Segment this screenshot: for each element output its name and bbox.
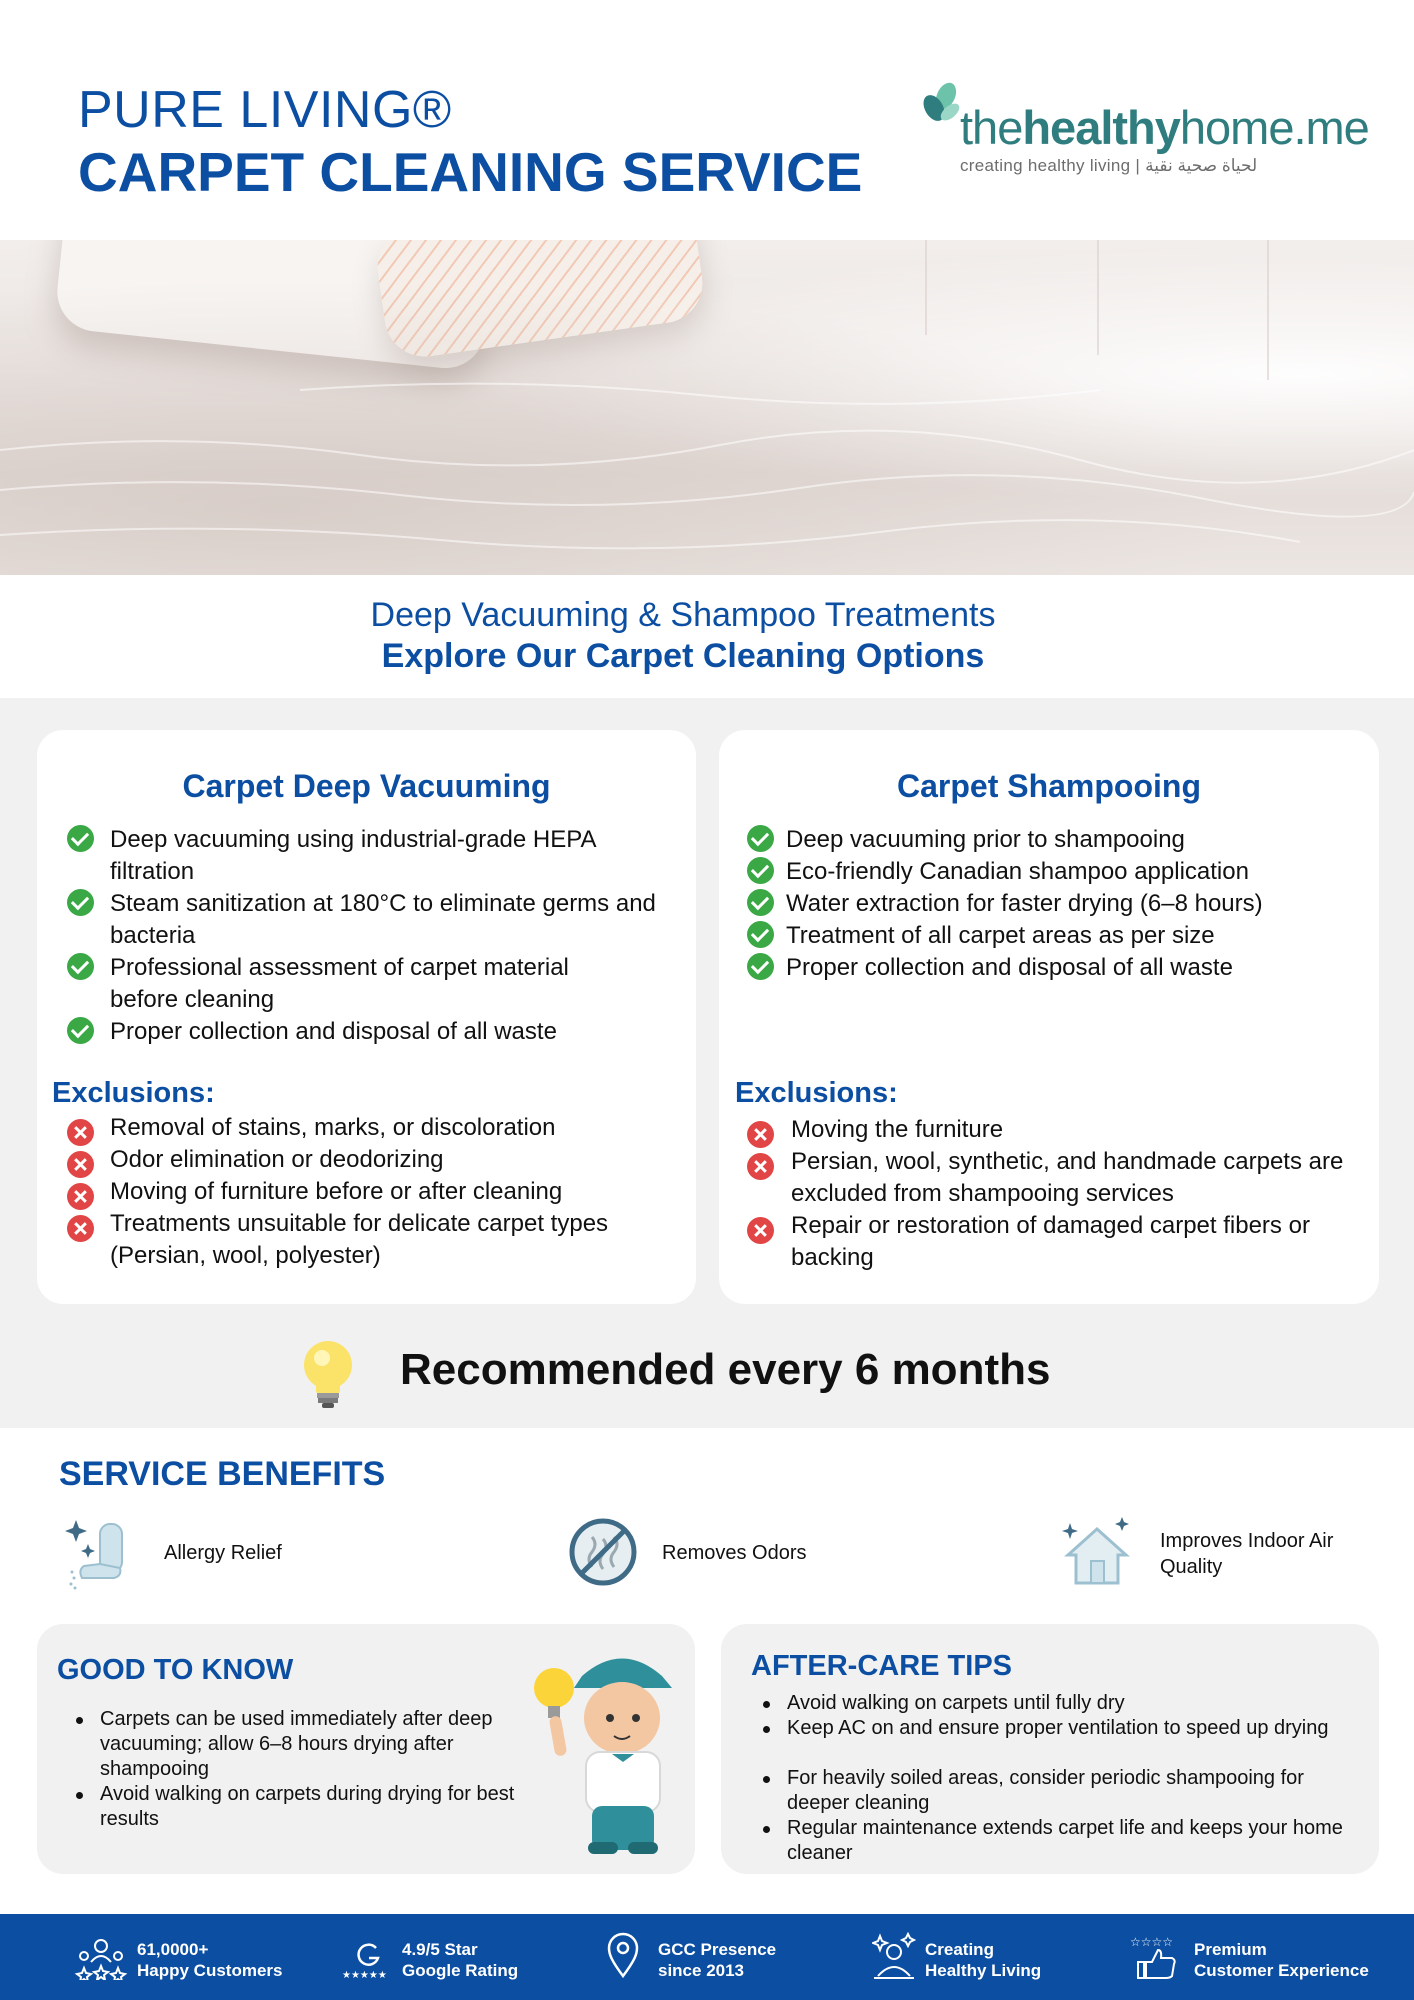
feature-item: Proper collection and disposal of all waste: [110, 1018, 557, 1045]
logo-tagline: creating healthy living | لحياة صحية نقية: [960, 156, 1258, 175]
after-care-item: Regular maintenance extends carpet life and keeps your home cleaner: [787, 1816, 1357, 1866]
exclusion-item: Removal of stains, marks, or discoloration: [110, 1114, 556, 1141]
benefit-indoor-air-quality: Improves Indoor Air Quality: [1160, 1530, 1334, 1578]
check-icon: [67, 889, 94, 916]
cross-icon: [747, 1121, 774, 1148]
footer-line1: GCC Presence: [658, 1940, 777, 1959]
footer-bar: [0, 1914, 1414, 2000]
after-care-item: For heavily soiled areas, consider periodic shampooing for deeper cleaning: [787, 1766, 1357, 1816]
leaf-logo-icon: [922, 82, 964, 134]
after-care-item: Avoid walking on carpets until fully dry: [787, 1691, 1357, 1716]
feature-item: Deep vacuuming prior to shampooing: [786, 826, 1185, 853]
cross-icon: [67, 1183, 94, 1210]
google-icon: [342, 1936, 394, 1980]
recommendation-text: Recommended every 6 months: [400, 1345, 1051, 1394]
benefits-title: SERVICE BENEFITS: [59, 1455, 386, 1493]
location-pin-icon: [606, 1932, 640, 1980]
footer-stat-customers: [74, 1914, 294, 2000]
footer-line2: since 2013: [658, 1961, 745, 1980]
lightbulb-icon: [298, 1337, 358, 1413]
benefit-removes-odors: Removes Odors: [662, 1542, 807, 1564]
exclusions-title: Exclusions:: [735, 1077, 898, 1109]
card-shampooing: [719, 730, 1379, 1304]
brand-logo[interactable]: [922, 82, 1369, 182]
no-odor-icon: [568, 1517, 638, 1587]
check-icon: [747, 889, 774, 916]
footer-line1: Creating: [925, 1940, 994, 1959]
benefit-allergy-relief: Allergy Relief: [164, 1542, 282, 1564]
check-icon: [747, 953, 774, 980]
after-care-title: AFTER-CARE TIPS: [751, 1650, 1012, 1682]
footer-line2: Google Rating: [402, 1961, 519, 1980]
check-icon: [67, 1017, 94, 1044]
mascot-cleaner-illustration: [522, 1646, 682, 1856]
footer-line1: 61,0000+: [137, 1940, 209, 1959]
logo-wordmark: thehealthyhome.me: [960, 101, 1369, 154]
svg-text:☆☆☆☆: ☆☆☆☆: [1130, 1935, 1174, 1949]
good-to-know-item: Carpets can be used immediately after deep vacuuming; allow 6–8 hours drying after shampooing: [100, 1707, 560, 1782]
exclusion-item: Treatments unsuitable for delicate carpet types (Persian, wool, polyester): [110, 1210, 609, 1269]
footer-stat-rating: [342, 1914, 542, 2000]
exclusion-item: Repair or restoration of damaged carpet fibers or backing: [791, 1212, 1310, 1271]
feature-item: Water extraction for faster drying (6–8 hours): [786, 890, 1263, 917]
footer-line2: Customer Experience: [1194, 1961, 1369, 1980]
check-icon: [747, 857, 774, 884]
footer-stat-healthy-living: [872, 1914, 1072, 2000]
title-line-2: CARPET CLEANING SERVICE: [78, 141, 863, 203]
intro-subtitle: Deep Vacuuming & Shampoo Treatments: [370, 596, 996, 634]
card-deep-vacuuming: [37, 730, 696, 1304]
after-care-card: [721, 1624, 1379, 1874]
intro-heading: Explore Our Carpet Cleaning Options: [381, 637, 985, 675]
title-line-1: PURE LIVING®: [78, 81, 452, 139]
healthy-living-icon: [872, 1932, 916, 1982]
feature-item: Proper collection and disposal of all waste: [786, 954, 1233, 981]
customers-icon: [74, 1936, 128, 1980]
clean-house-icon: [1060, 1515, 1134, 1587]
footer-line2: Healthy Living: [925, 1961, 1042, 1980]
card-title: Carpet Shampooing: [896, 768, 1201, 804]
carpet-texture: [0, 240, 1414, 575]
footer-stat-gcc: [606, 1914, 806, 2000]
cross-icon: [747, 1153, 774, 1180]
thumbs-up-icon: [1130, 1932, 1190, 1984]
check-icon: [747, 825, 774, 852]
footer-stat-premium: [1130, 1914, 1390, 2000]
exclusions-title: Exclusions:: [52, 1077, 215, 1109]
feature-item: Eco-friendly Canadian shampoo application: [786, 858, 1249, 885]
good-to-know-title: GOOD TO KNOW: [57, 1654, 294, 1686]
exclusion-item: Moving of furniture before or after cleaning: [110, 1178, 563, 1205]
footer-line1: Premium: [1194, 1940, 1267, 1959]
hero-carpet-image: [0, 240, 1414, 575]
good-to-know-item: Avoid walking on carpets during drying for best results: [100, 1782, 520, 1832]
check-icon: [67, 953, 94, 980]
exclusion-item: Moving the furniture: [791, 1116, 1004, 1143]
good-to-know-card: [37, 1624, 695, 1874]
svg-text:★★★★★: ★★★★★: [342, 1970, 387, 1980]
feature-item: Treatment of all carpet areas as per size: [786, 922, 1215, 949]
footer-line1: 4.9/5 Star: [402, 1940, 478, 1959]
cross-icon: [67, 1151, 94, 1178]
check-icon: [747, 921, 774, 948]
inhaler-icon: [62, 1514, 132, 1592]
after-care-item: Keep AC on and ensure proper ventilation to speed up drying: [787, 1716, 1357, 1741]
feature-item: Steam sanitization at 180°C to eliminate germs and bacteria: [110, 890, 656, 949]
cross-icon: [67, 1215, 94, 1242]
footer-line2: Happy Customers: [137, 1961, 283, 1980]
check-icon: [67, 825, 94, 852]
exclusion-item: Odor elimination or deodorizing: [110, 1146, 444, 1173]
cross-icon: [747, 1217, 774, 1244]
cross-icon: [67, 1119, 94, 1146]
exclusion-item: Persian, wool, synthetic, and handmade carpets are excluded from shampooing services: [791, 1148, 1344, 1207]
feature-item: Deep vacuuming using industrial-grade HEPA filtration: [110, 826, 596, 885]
card-title: Carpet Deep Vacuuming: [182, 768, 551, 804]
feature-item: Professional assessment of carpet material before cleaning: [110, 954, 569, 1013]
